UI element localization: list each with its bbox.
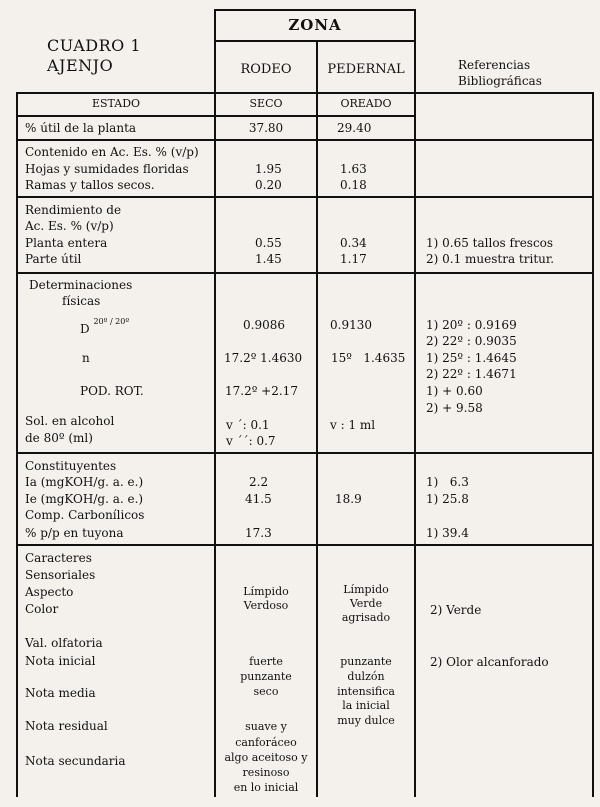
tuyona-ref: 1) 39.4 [426, 526, 469, 540]
cuadro-number: CUADRO 1 [47, 36, 142, 55]
ia-rodeo: 2.2 [249, 475, 269, 489]
refraccion-ref-1: 1) 25º : 1.4645 [426, 351, 517, 365]
tuyona-label: % p/p en tuyona [25, 526, 124, 540]
parte-rodeo: 1.45 [255, 252, 282, 266]
table-right-border [592, 92, 594, 797]
pod-rot-ref-2: 2) + 9.58 [426, 401, 483, 415]
col-header-rodeo: RODEO [240, 62, 292, 77]
rodeo-olfato-6: algo aceitoso y [224, 751, 308, 764]
util-pedernal: 29.40 [337, 121, 372, 135]
ie-ref: 1) 25.8 [426, 492, 469, 506]
rodeo-olfato-4: suave y [245, 720, 287, 733]
caracteres-label-2: Sensoriales [25, 568, 96, 582]
constituyentes-label: Constituyentes [25, 459, 117, 473]
color-ref: 2) Verde [430, 603, 482, 617]
ie-rodeo: 41.5 [245, 492, 272, 506]
ramas-rodeo: 0.20 [255, 178, 282, 192]
planta-pedernal: 0.34 [340, 236, 367, 250]
parte-ref: 2) 0.1 muestra tritur. [426, 252, 555, 266]
pedernal-olfato-5: muy dulce [337, 714, 395, 727]
rodeo-olfato-8: en lo inicial [233, 781, 299, 794]
refraccion-label: n [82, 351, 90, 365]
planta-label: Planta entera [25, 236, 108, 250]
contenido-label: Contenido en Ac. Es. % (v/p) [25, 145, 199, 159]
ia-ref: 1) 6.3 [426, 475, 469, 489]
parte-label: Parte útil [25, 252, 82, 266]
rodeo-olfato-1: fuerte [249, 655, 283, 668]
ramas-pedernal: 0.18 [340, 178, 367, 192]
densidad-ref-1: 1) 20º : 0.9169 [426, 318, 517, 332]
ie-label: Ie (mgKOH/g. a. e.) [25, 492, 144, 506]
pedernal-aspecto-3: agrisado [341, 611, 391, 624]
estado-pedernal: OREADO [340, 97, 392, 110]
comp-carbonilicos-label: Comp. Carbonílicos [25, 508, 145, 522]
planta-ref: 1) 0.65 tallos frescos [426, 236, 554, 250]
hojas-rodeo: 1.95 [255, 162, 282, 176]
rodeo-olfato-5: canforáceo [235, 736, 297, 749]
cuadro-title: AJENJO [47, 56, 114, 75]
rendimiento-label-2: Ac. Es. % (v/p) [25, 219, 114, 233]
util-label: % útil de la planta [25, 121, 137, 135]
rodeo-olfato-3: seco [253, 685, 279, 698]
col-header-pedernal: PEDERNAL [327, 62, 405, 77]
pedernal-aspecto-1: Límpido [343, 583, 389, 596]
color-label: Color [25, 602, 59, 616]
rodeo-olfato-2: punzante [240, 670, 292, 683]
determinaciones-label-2: físicas [62, 294, 101, 308]
nota-residual-label: Nota residual [25, 719, 108, 733]
nota-media-label: Nota media [25, 686, 96, 700]
tuyona-rodeo: 17.3 [245, 526, 272, 540]
rodeo-aspecto-2: Verdoso [243, 599, 289, 612]
densidad-label [80, 318, 129, 337]
solubilidad-rodeo-2: v ´´: 0.7 [226, 434, 276, 448]
nota-secundaria-label: Nota secundaria [25, 754, 126, 768]
table-top-border [16, 92, 594, 94]
pedernal-olfato-1: punzante [340, 655, 392, 668]
refraccion-rodeo: 17.2º 1.4630 [224, 351, 303, 365]
olor-ref: 2) Olor alcanforado [430, 655, 549, 669]
parte-pedernal: 1.17 [340, 252, 367, 266]
pedernal-olfato-3: intensifica [337, 685, 395, 698]
section-border-4 [16, 452, 594, 454]
estado-row-border [16, 115, 416, 117]
aspecto-label: Aspecto [25, 585, 74, 599]
ramas-label: Ramas y tallos secos. [25, 178, 155, 192]
densidad-rodeo: 0.9086 [243, 318, 285, 332]
rodeo-aspecto-1: Límpido [243, 585, 289, 598]
pedernal-olfato-4: la inicial [342, 699, 390, 712]
section-border-1 [16, 139, 594, 141]
table-left-border [16, 92, 18, 797]
densidad-pedernal: 0.9130 [330, 318, 372, 332]
section-border-3 [16, 272, 594, 274]
section-border-5 [16, 544, 594, 546]
util-rodeo: 37.80 [248, 121, 284, 135]
col-header-ref-line1: Referencias [458, 58, 531, 72]
zona-top-border [214, 9, 416, 11]
zona-divider [214, 40, 416, 42]
solubilidad-label-2: de 80º (ml) [25, 431, 93, 445]
col-header-ref-line2: Bibliográficas [458, 74, 542, 88]
determinaciones-label-1: Determinaciones [29, 278, 133, 292]
solubilidad-pedernal: v : 1 ml [330, 418, 376, 432]
estado-label: ESTADO [91, 97, 141, 110]
densidad-symbol: D [80, 322, 90, 336]
pod-rot-label: POD. ROT. [80, 384, 144, 398]
rendimiento-label-1: Rendimiento de [25, 203, 122, 217]
rodeo-olfato-7: resinoso [242, 766, 290, 779]
pod-rot-ref-1: 1) + 0.60 [426, 384, 483, 398]
densidad-ref-2: 2) 22º : 0.9035 [426, 334, 517, 348]
solubilidad-rodeo-1: v ´: 0.1 [226, 418, 270, 432]
hojas-pedernal: 1.63 [340, 162, 367, 176]
section-border-2 [16, 196, 594, 198]
pedernal-aspecto-2: Verde [349, 597, 383, 610]
hojas-label: Hojas y sumidades floridas [25, 162, 189, 176]
densidad-temperature: 20º / 20º [93, 317, 130, 326]
estado-rodeo: SECO [249, 97, 283, 110]
ie-pedernal: 18.9 [335, 492, 362, 506]
refraccion-ref-2: 2) 22º : 1.4671 [426, 367, 517, 381]
caracteres-label-1: Caracteres [25, 551, 92, 565]
ia-label: Ia (mgKOH/g. a. e.) [25, 475, 144, 489]
refraccion-pedernal: 15º 1.4635 [331, 351, 406, 365]
planta-rodeo: 0.55 [255, 236, 282, 250]
val-olfatoria-label: Val. olfatoria [25, 636, 103, 650]
solubilidad-label-1: Sol. en alcohol [25, 414, 115, 428]
zona-header: ZONA [288, 16, 342, 34]
ref-left-border [414, 9, 416, 797]
pedernal-olfato-2: dulzón [347, 670, 385, 683]
nota-inicial-label: Nota inicial [25, 654, 96, 668]
pod-rot-rodeo: 17.2º +2.17 [225, 384, 298, 398]
